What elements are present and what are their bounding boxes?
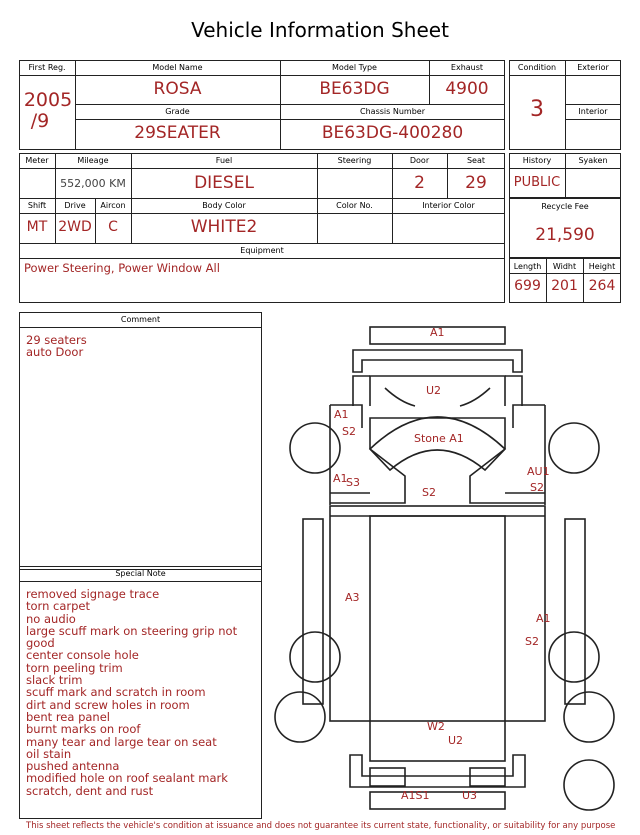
- mark-right-side-s2: S2: [525, 635, 539, 648]
- fuel-value: DIESEL: [194, 173, 254, 193]
- condition-value: 3: [530, 97, 544, 122]
- mileage-value: 552,000 KM: [60, 177, 126, 190]
- condition-label: Condition: [517, 63, 557, 72]
- mark-left-side: A3: [345, 591, 360, 604]
- mark-right-front-s2: S2: [530, 481, 544, 494]
- body-color-label: Body Color: [202, 201, 246, 210]
- model-type-value: BE63DG: [319, 79, 390, 99]
- special-note-lines: [26, 588, 237, 797]
- note-line: dirt and screw holes in room: [26, 697, 190, 712]
- chassis-value: BE63DG-400280: [321, 123, 464, 143]
- first-reg-label: First Reg.: [28, 63, 66, 72]
- recycle-fee-label: Recycle Fee: [541, 202, 589, 211]
- interior-color-label: Interior Color: [422, 201, 475, 210]
- rear-bumper-wrap: [350, 755, 525, 787]
- mark-right-side-a1: A1: [536, 612, 551, 625]
- note-line: torn peeling trim: [26, 660, 123, 675]
- door-label: Door: [409, 156, 430, 165]
- mark-rear-bumper-left: A1S1: [401, 789, 430, 802]
- comment-line: auto Door: [26, 345, 84, 360]
- mark-rear-u2: U2: [448, 734, 464, 747]
- exhaust-value: 4900: [445, 79, 489, 99]
- wheel-mid-right: [549, 632, 599, 682]
- note-line: scuff mark and scratch in room: [26, 685, 206, 700]
- drive-label: Drive: [64, 201, 86, 210]
- wheel-rear-left: [275, 692, 325, 742]
- mark-left-pillar-s3: S3: [346, 476, 360, 489]
- rear-bumper-shape: [370, 792, 505, 809]
- first-reg-year: 2005: [23, 89, 73, 111]
- spare-wheel: [564, 760, 614, 810]
- note-line: center console hole: [26, 648, 139, 663]
- mark-left-front-upper: A1: [334, 408, 349, 421]
- aircon-label: Aircon: [100, 201, 126, 210]
- note-line: slack trim: [26, 673, 83, 688]
- mark-dash: S2: [422, 486, 436, 499]
- fuel-label: Fuel: [215, 156, 233, 165]
- model-type-label: Model Type: [332, 63, 377, 72]
- syaken-label: Syaken: [578, 156, 608, 165]
- width-label: Widht: [552, 262, 577, 271]
- wheel-front-left: [290, 423, 340, 473]
- width-value: 201: [551, 278, 578, 294]
- vehicle-damage-diagram: [265, 318, 640, 818]
- color-no-label: Color No.: [336, 201, 373, 210]
- grade-label: Grade: [165, 107, 190, 116]
- shift-label: Shift: [27, 201, 47, 210]
- note-line: many tear and large tear on seat: [26, 734, 217, 749]
- meter-label: Meter: [25, 156, 49, 165]
- interior-label: Interior: [578, 107, 608, 116]
- exhaust-label: Exhaust: [450, 63, 484, 72]
- model-name-value: ROSA: [153, 79, 202, 99]
- page-title: Vehicle Information Sheet: [191, 18, 449, 42]
- note-line: torn carpet: [26, 599, 90, 614]
- special-note-label: Special Note: [115, 569, 166, 578]
- note-line: scratch, dent and rust: [26, 783, 154, 798]
- comment-lines: [26, 334, 87, 359]
- mark-left-front-s2: S2: [342, 425, 356, 438]
- model-name-label: Model Name: [152, 63, 203, 72]
- mileage-label: Mileage: [77, 156, 109, 165]
- first-reg-month: /9: [30, 110, 50, 132]
- exterior-label: Exterior: [577, 63, 609, 72]
- drive-value: 2WD: [58, 219, 92, 235]
- body-color-value: WHITE2: [190, 217, 258, 237]
- note-line: removed signage trace: [26, 587, 160, 601]
- seat-value: 29: [465, 173, 487, 193]
- comment-label: Comment: [120, 315, 161, 324]
- note-line: pushed antenna: [26, 759, 120, 774]
- history-label: History: [522, 156, 552, 165]
- mark-rear-bumper-right: U3: [462, 789, 478, 802]
- mark-front-bumper: A1: [430, 326, 445, 339]
- history-value: PUBLIC: [513, 175, 561, 190]
- mark-hood: U2: [426, 384, 442, 397]
- door-value: 2: [414, 173, 425, 193]
- note-line: bent rea panel: [26, 709, 110, 724]
- length-label: Length: [513, 262, 542, 271]
- grade-value: 29SEATER: [134, 123, 221, 143]
- equipment-label: Equipment: [240, 246, 284, 255]
- wheel-rear-right: [564, 692, 614, 742]
- mark-left-pillar: A1: [333, 472, 348, 485]
- note-line: oil stain: [26, 746, 72, 761]
- front-bumper-wrap: [353, 350, 522, 372]
- equipment-value: Power Steering, Power Window All: [24, 261, 220, 275]
- wheel-mid-left: [290, 632, 340, 682]
- mark-rear-w2: W2: [427, 720, 445, 733]
- comment-line: 29 seaters: [26, 333, 87, 347]
- note-line: burnt marks on roof: [26, 722, 141, 737]
- steering-label: Steering: [337, 156, 372, 165]
- mark-windshield: Stone A1: [414, 432, 464, 445]
- height-label: Height: [588, 262, 616, 271]
- recycle-fee-value: 21,590: [535, 225, 595, 245]
- chassis-label: Chassis Number: [360, 107, 425, 116]
- note-line: no audio: [26, 611, 76, 626]
- length-value: 699: [514, 278, 541, 294]
- wheel-front-right: [549, 423, 599, 473]
- bus-body-shape: [330, 506, 545, 721]
- disclaimer-footer: This sheet reflects the vehicle's condition at issuance and does not guarantee its current state, functionality, or suitability for any purpose: [26, 821, 616, 831]
- seat-label: Seat: [466, 156, 486, 165]
- note-line: good: [26, 636, 55, 651]
- height-value: 264: [588, 278, 616, 294]
- mark-right-front-au: AU1: [527, 465, 550, 478]
- note-line: modified hole on roof sealant mark: [26, 771, 228, 786]
- shift-value: MT: [26, 219, 48, 235]
- aircon-value: C: [108, 219, 118, 235]
- note-line: large scuff mark on steering grip not: [26, 623, 238, 638]
